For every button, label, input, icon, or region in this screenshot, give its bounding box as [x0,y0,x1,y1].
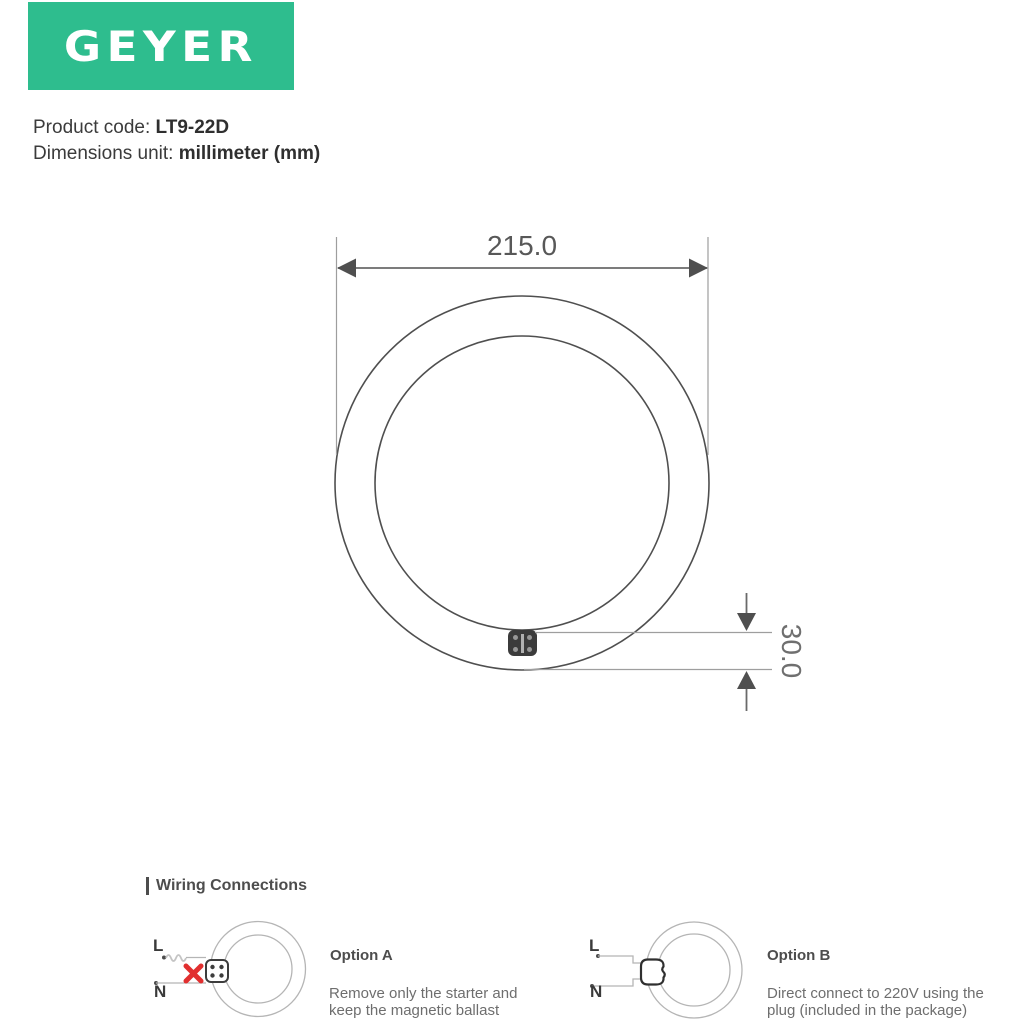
option-b-title: Option B [767,947,831,964]
plug-icon [641,960,665,985]
wiring-connections-heading [146,877,307,895]
starter-removed-cross-icon [186,966,201,981]
dimensions-unit-label: Dimensions unit: [33,143,174,164]
arrow-up-icon [737,671,756,689]
option-b-ring-inner [658,934,730,1006]
option-a-description [329,985,517,1019]
option-b-live-label: L [589,936,600,955]
ring-outer-circle [335,296,709,670]
product-code-value: LT9-22D [155,117,230,138]
ballast-coil-icon [166,955,186,961]
width-dimension-lines [337,237,709,455]
option-b-neutral-label: N [590,982,603,1001]
option-b-live-wire [598,956,643,963]
product-code-label: Product code: [33,117,151,138]
option-a-description-line2: keep the magnetic ballast [329,1002,500,1019]
dimension-width-value: 215.0 [486,230,558,261]
ring-inner-circle [375,336,669,630]
option-a-connector [206,960,228,982]
dimensions-unit-value: millimeter (mm) [178,143,321,164]
option-a-ring-inner [224,935,292,1003]
thickness-dimension-lines [524,593,772,711]
option-a-title: Option A [330,947,393,964]
option-a-diagram [154,922,306,1017]
option-a-neutral-label: N [154,982,167,1001]
main-ring-drawing [335,296,709,670]
option-b-description [767,985,984,1019]
arrow-down-icon [737,613,756,631]
wiring-connections-title: Wiring Connections [156,877,307,894]
arrow-right-icon [689,259,708,278]
dimension-thickness-value: 30.0 [776,623,807,679]
option-b-description-line1: Direct connect to 220V using the [767,985,984,1002]
heading-bar-icon [146,877,149,895]
option-a-live-label: L [153,936,164,955]
brand-logo-text: GEYER [64,21,258,71]
option-b-description-line2: plug (included in the package) [767,1002,968,1019]
arrow-left-icon [337,259,356,278]
ring-connector [508,630,537,656]
option-b-diagram [590,922,742,1018]
option-a-description-line1: Remove only the starter and [329,985,518,1002]
